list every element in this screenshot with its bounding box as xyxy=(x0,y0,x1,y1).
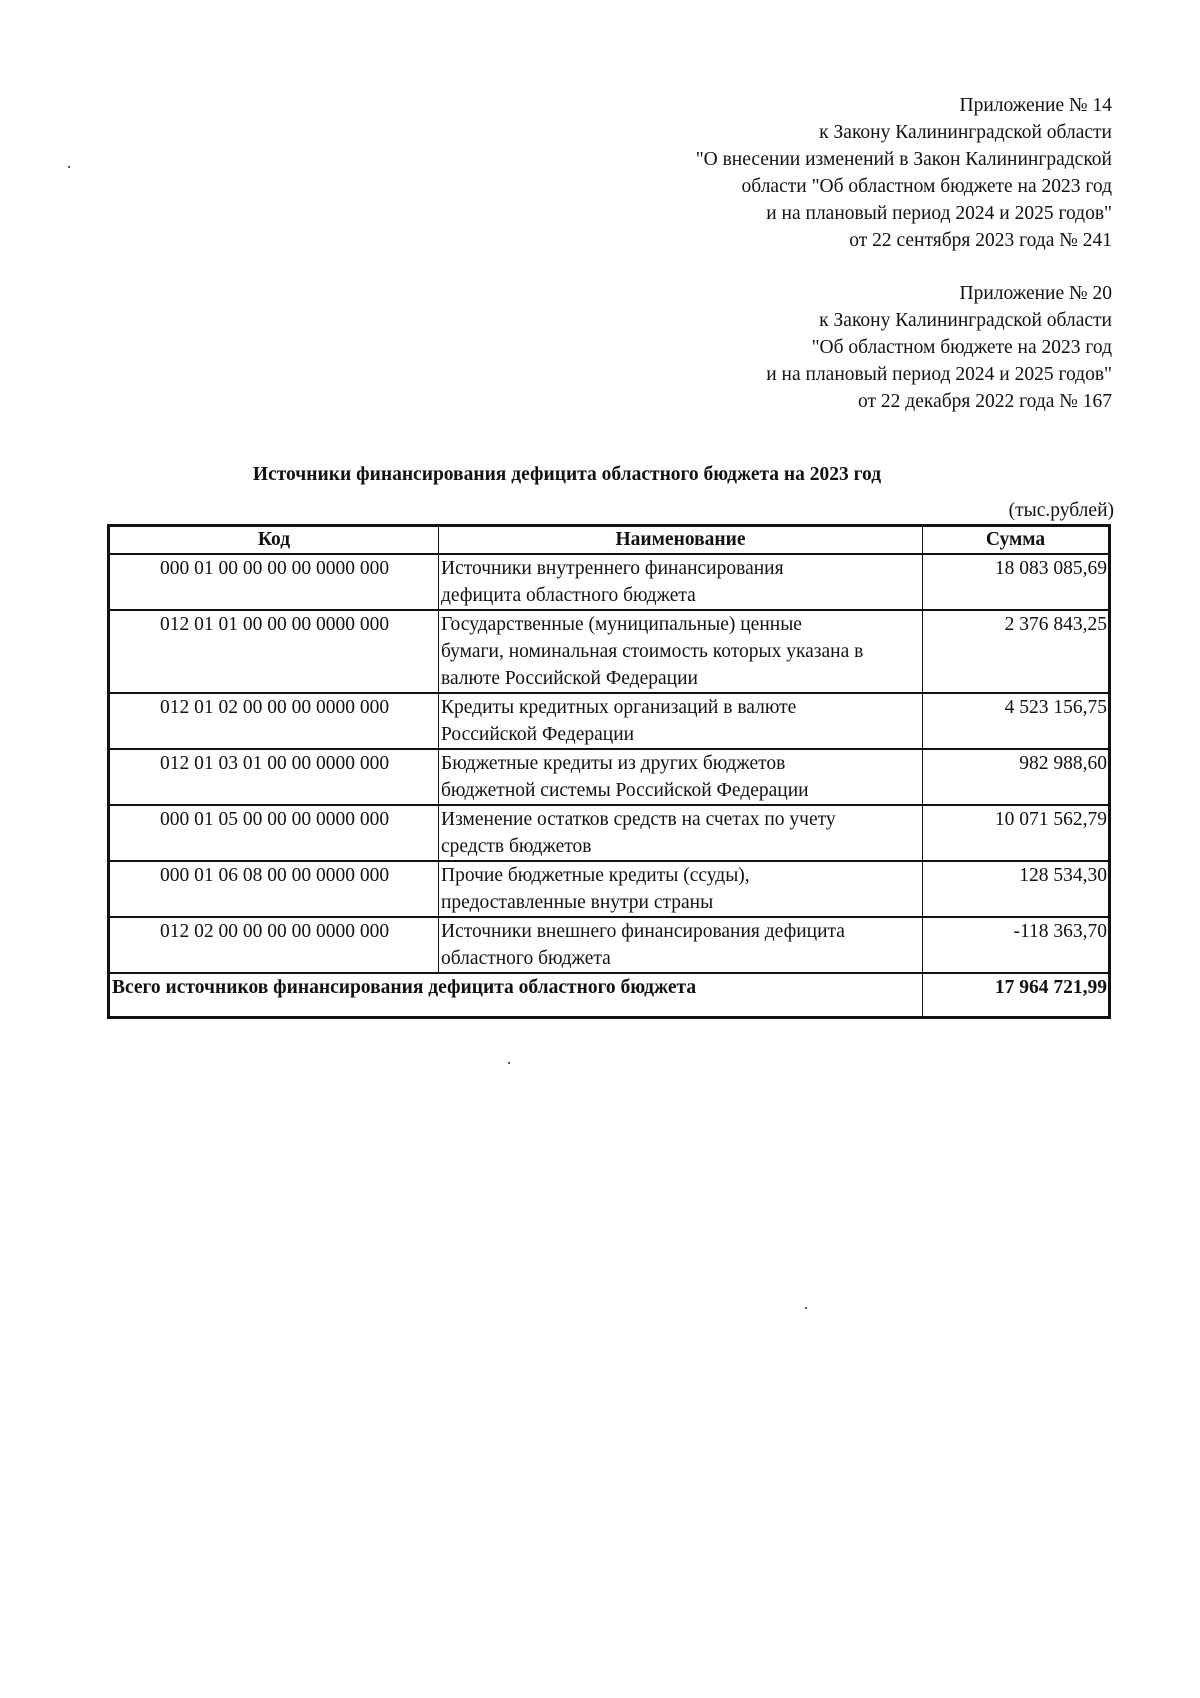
code-cell: 012 01 02 00 00 00 0000 000 xyxy=(109,693,439,749)
name-line: средств бюджетов xyxy=(441,836,592,857)
name-line: Государственные (муниципальные) ценные xyxy=(441,614,802,635)
name-cell xyxy=(439,917,923,973)
code-cell: 000 01 00 00 00 00 0000 000 xyxy=(109,554,439,610)
appendix-header-original xyxy=(766,280,1112,415)
appendix-header-line: "Об областном бюджете на 2023 год xyxy=(811,337,1112,358)
scan-speck xyxy=(508,1062,510,1064)
document-title: Источники финансирования дефицита областного бюджета на 2023 год xyxy=(252,464,882,485)
table-header-row xyxy=(109,526,1110,555)
name-line: валюте Российской Федерации xyxy=(441,668,698,689)
table-row xyxy=(109,610,1110,693)
code-cell: 012 02 00 00 00 00 0000 000 xyxy=(109,917,439,973)
table-row xyxy=(109,749,1110,805)
unit-note: (тыс.рублей) xyxy=(1008,500,1114,521)
name-line: Кредиты кредитных организаций в валюте xyxy=(441,697,797,718)
column-header-name: Наименование xyxy=(439,526,923,555)
table-total-row xyxy=(109,973,1110,1018)
name-line: Прочие бюджетные кредиты (ссуды), xyxy=(441,865,750,886)
name-line: Источники внешнего финансирования дефицита xyxy=(441,921,845,942)
name-cell xyxy=(439,861,923,917)
table-row xyxy=(109,917,1110,973)
appendix-header-line: от 22 сентября 2023 года № 241 xyxy=(849,230,1112,251)
name-cell xyxy=(439,749,923,805)
code-cell: 000 01 05 00 00 00 0000 000 xyxy=(109,805,439,861)
column-header-code: Код xyxy=(109,526,439,555)
appendix-header-line: к Закону Калининградской области xyxy=(819,122,1112,143)
scan-speck xyxy=(805,1307,807,1309)
table-row xyxy=(109,554,1110,610)
sum-cell: 18 083 085,69 xyxy=(923,554,1110,610)
code-cell: 012 01 01 00 00 00 0000 000 xyxy=(109,610,439,693)
name-line: Источники внутреннего финансирования xyxy=(441,558,784,579)
sum-cell: 128 534,30 xyxy=(923,861,1110,917)
sum-cell: 2 376 843,25 xyxy=(923,610,1110,693)
total-sum: 17 964 721,99 xyxy=(923,973,1110,1018)
name-line: бумаги, номинальная стоимость которых указана в xyxy=(441,641,864,662)
appendix-header-line: и на плановый период 2024 и 2025 годов" xyxy=(766,364,1112,385)
name-line: дефицита областного бюджета xyxy=(441,585,696,606)
code-cell: 012 01 03 01 00 00 0000 000 xyxy=(109,749,439,805)
financing-sources-table xyxy=(107,524,1111,1019)
table-row xyxy=(109,693,1110,749)
code-cell: 000 01 06 08 00 00 0000 000 xyxy=(109,861,439,917)
appendix-header-line: Приложение № 14 xyxy=(959,95,1112,116)
scan-speck xyxy=(68,166,70,168)
name-line: бюджетной системы Российской Федерации xyxy=(441,780,809,801)
name-line: предоставленные внутри страны xyxy=(441,892,714,913)
appendix-header-line: и на плановый период 2024 и 2025 годов" xyxy=(766,203,1112,224)
name-line: Бюджетные кредиты из других бюджетов xyxy=(441,753,786,774)
appendix-header-line: области "Об областном бюджете на 2023 год xyxy=(741,176,1112,197)
appendix-header-line: от 22 декабря 2022 года № 167 xyxy=(858,391,1112,412)
table-row xyxy=(109,861,1110,917)
name-line: областного бюджета xyxy=(441,948,611,969)
name-line: Изменение остатков средств на счетах по учету xyxy=(441,809,836,830)
appendix-header-current xyxy=(696,92,1112,254)
sum-cell: -118 363,70 xyxy=(923,917,1110,973)
column-header-sum: Сумма xyxy=(923,526,1110,555)
total-label: Всего источников финансирования дефицита областного бюджета xyxy=(109,973,923,1018)
name-cell xyxy=(439,693,923,749)
name-cell xyxy=(439,610,923,693)
name-cell xyxy=(439,805,923,861)
sum-cell: 4 523 156,75 xyxy=(923,693,1110,749)
appendix-header-line: к Закону Калининградской области xyxy=(819,310,1112,331)
sum-cell: 10 071 562,79 xyxy=(923,805,1110,861)
appendix-header-line: Приложение № 20 xyxy=(959,283,1112,304)
table-row xyxy=(109,805,1110,861)
name-cell xyxy=(439,554,923,610)
name-line: Российской Федерации xyxy=(441,724,635,745)
sum-cell: 982 988,60 xyxy=(923,749,1110,805)
appendix-header-line: "О внесении изменений в Закон Калининградской xyxy=(695,149,1112,170)
